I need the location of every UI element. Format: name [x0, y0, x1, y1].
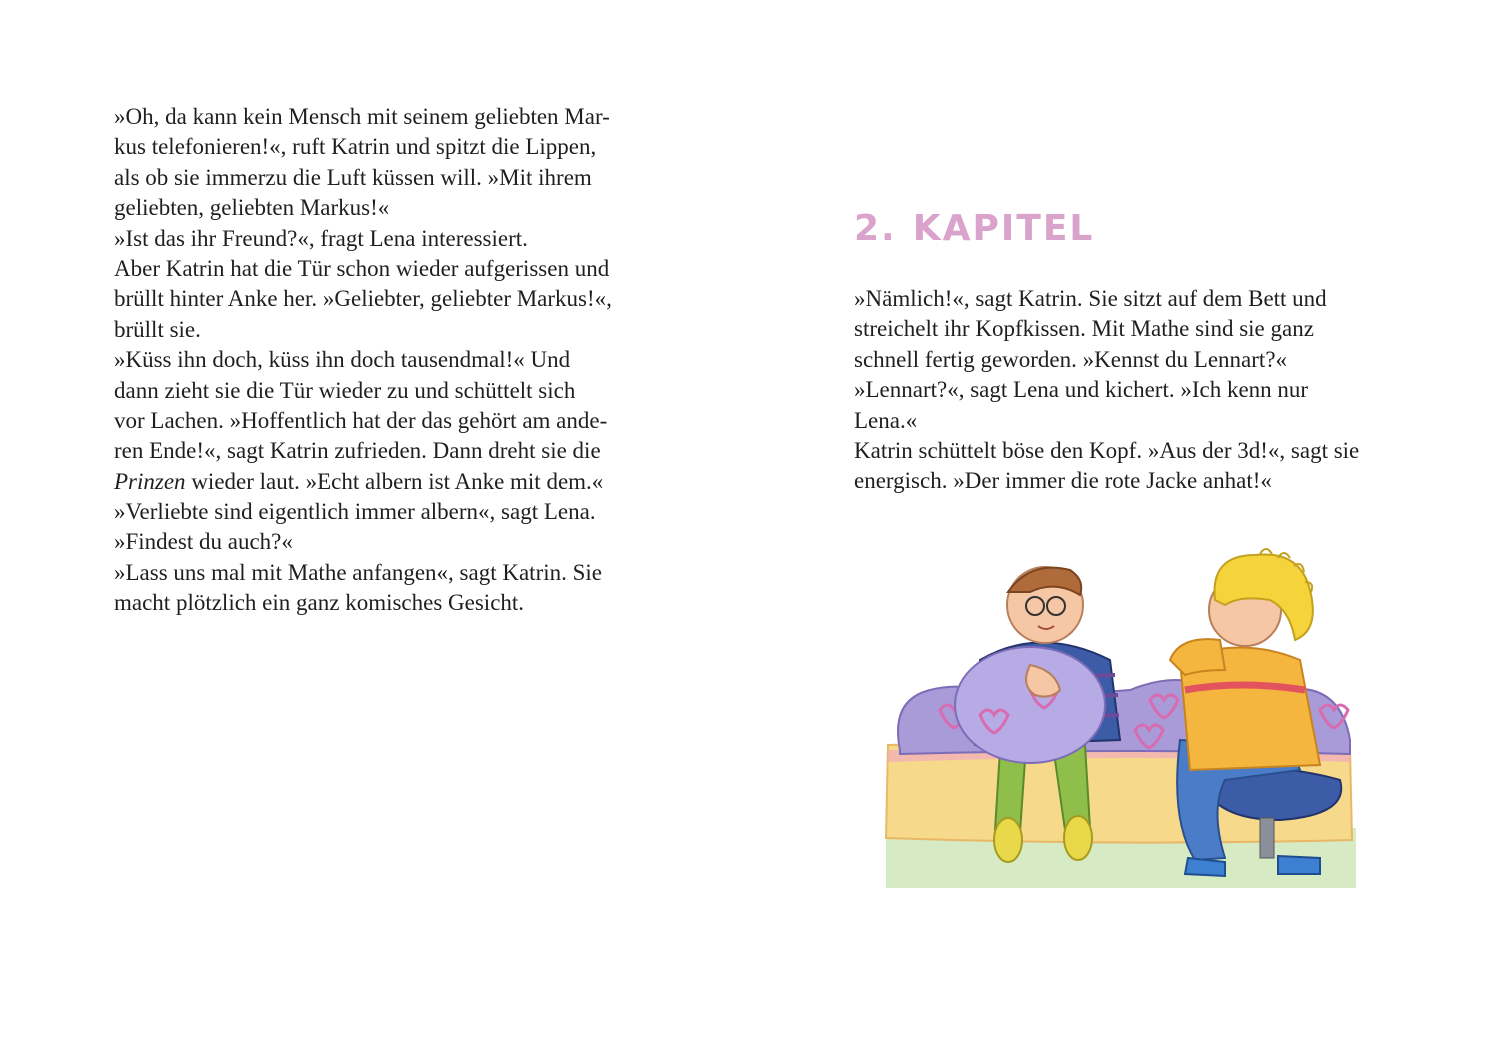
- lena-shoe-right: [1278, 856, 1320, 874]
- text-line: als ob sie immerzu die Luft küssen will. »Mit ihrem: [114, 164, 592, 190]
- text-line: »Nämlich!«, sagt Katrin. Sie sitzt auf dem Bett und: [854, 286, 1327, 311]
- lena-arm: [1170, 639, 1225, 675]
- katrin-sock-right: [1064, 816, 1092, 860]
- text-line: »Ist das ihr Freund?«, fragt Lena interessiert.: [114, 225, 528, 251]
- chapter-label: KAPITEL: [912, 208, 1095, 249]
- right-body-text: [854, 284, 1359, 497]
- chapter-number: 2.: [854, 208, 897, 249]
- text-line: »Oh, da kann kein Mensch mit seinem geliebten Mar-: [114, 104, 610, 129]
- text-line-tail: wieder laut. »Echt albern ist Anke mit dem.«: [185, 468, 604, 494]
- text-line: »Lass uns mal mit Mathe anfangen«, sagt Katrin. Sie: [114, 559, 603, 585]
- text-line: vor Lachen. »Hoffentlich hat der das gehört am ande-: [114, 407, 608, 433]
- katrin-sock-left: [994, 818, 1022, 862]
- left-body-text: [114, 102, 612, 619]
- text-line: Katrin schüttelt böse den Kopf. »Aus der 3d!«, sagt sie: [854, 437, 1360, 463]
- text-line: »Verliebte sind eigentlich immer albern«, sagt Lena.: [114, 499, 596, 525]
- stool-leg: [1260, 818, 1274, 858]
- text-line: brüllt hinter Anke her. »Geliebter, geliebter Markus!«,: [114, 286, 612, 312]
- text-line: »Lennart?«, sagt Lena und kichert. »Ich kenn nur: [854, 377, 1309, 403]
- text-line: schnell fertig geworden. »Kennst du Lennart?«: [854, 346, 1288, 372]
- text-line: kus telefonieren!«, ruft Katrin und spitzt die Lippen,: [114, 134, 597, 160]
- text-line: »Findest du auch?«: [114, 529, 293, 555]
- chapter-heading: [854, 208, 1094, 249]
- text-line: dann zieht sie die Tür wieder zu und schüttelt sich: [114, 377, 576, 403]
- text-line: »Küss ihn doch, küss ihn doch tausendmal!« Und: [114, 347, 571, 373]
- illustration-two-girls-on-bed: [880, 540, 1360, 900]
- text-line: streichelt ihr Kopfkissen. Mit Mathe sind sie ganz: [854, 316, 1314, 342]
- italic-title: Prinzen: [114, 468, 186, 494]
- lena-shoe-left: [1185, 858, 1225, 876]
- text-line: ren Ende!«, sagt Katrin zufrieden. Dann dreht sie die: [114, 438, 601, 464]
- text-line-with-italic: [114, 467, 612, 497]
- right-page: [750, 0, 1500, 1054]
- text-line: brüllt sie.: [114, 316, 201, 342]
- text-line: macht plötzlich ein ganz komisches Gesicht.: [114, 590, 525, 616]
- text-line: energisch. »Der immer die rote Jacke anhat!«: [854, 468, 1272, 494]
- text-line: Lena.«: [854, 407, 918, 433]
- text-line: geliebten, geliebten Markus!«: [114, 195, 390, 221]
- text-line: Aber Katrin hat die Tür schon wieder aufgerissen und: [114, 255, 610, 281]
